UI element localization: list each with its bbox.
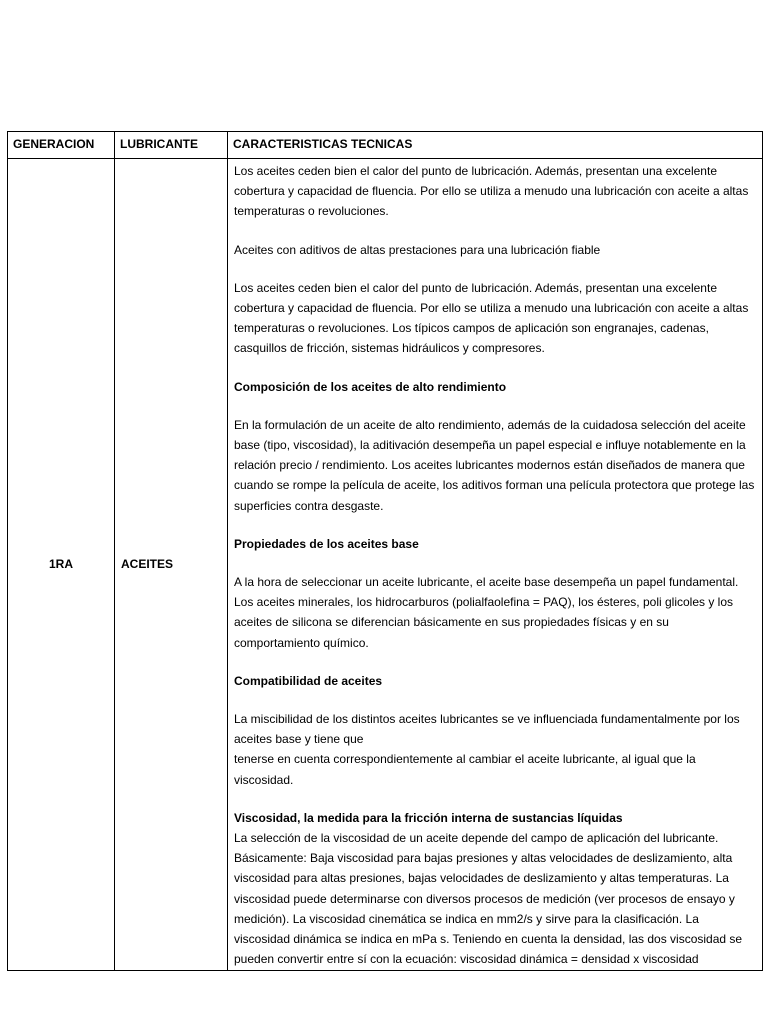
header-caracteristicas: [228, 132, 763, 159]
paragraph-heat-transfer: Los aceites ceden bien el calor del punto de lubricación. Además, presentan una excelente cobertura y capacidad de fluencia. Por ello se utiliza a menudo una lubricación con aceite a altas temperaturas o revoluciones.: [234, 164, 749, 219]
paragraph-viscosity: La selección de la viscosidad de un aceite depende del campo de aplicación del lubricante. Básicamente: Baja viscosidad para bajas presiones y altas velocidades de deslizamiento, alta viscosidad para altas presiones, bajas velocidades de deslizamiento y altas temperaturas. La viscosidad puede determinarse con diversos procesos de medición (ver procesos de ensayo y medición). La viscosidad cinemática se indica en mm2/s y sirve para la clasificación. La viscosidad dinámica se indica en mPa s. Teniendo en cuenta la densidad, las dos viscosidad se pueden convertir entre sí con la ecuación: viscosidad dinámica = densidad x viscosidad: [234, 831, 743, 967]
paragraph-compatibility-1: La miscibilidad de los distintos aceites lubricantes se ve influenciada fundamentalmente por los aceites base y tiene que: [234, 712, 740, 747]
paragraph-additives-intro: Aceites con aditivos de altas prestaciones para una lubricación fiable: [234, 242, 601, 257]
header-lubricante: [115, 132, 228, 159]
characteristics-cell: [228, 159, 763, 971]
lubricant-cell: ACEITES: [115, 159, 228, 971]
header-caracteristicas-label: CARACTERISTICAS TECNICAS: [233, 137, 413, 151]
paragraph-applications: Los aceites ceden bien el calor del punto de lubricación. Además, presentan una excelente cobertura y capacidad de fluencia. Por ello se utiliza a menudo una lubricación con aceite a altas temperaturas o revoluciones. Los típicos campos de aplicación son engranajes, cadenas, casquillos de fricción, sistemas hidráulicos y compresores.: [234, 280, 749, 356]
generation-cell: 1RA: [8, 159, 115, 971]
heading-viscosity: Viscosidad, la medida para la fricción interna de sustancias líquidas: [234, 810, 623, 825]
paragraph-compatibility-2: tenerse en cuenta correspondientemente al cambiar el aceite lubricante, al igual que la viscosidad.: [234, 752, 696, 787]
paragraph-composition: En la formulación de un aceite de alto rendimiento, además de la cuidadosa selección del aceite base (tipo, viscosidad), la aditivación desempeña un papel especial e influye notablemente en la relación precio / rendimiento. Los aceites lubricantes modernos están diseñados de manera que cuando se rompe la película de aceite, los aditivos forman una película protectora que protege las superficies contra desgaste.: [234, 417, 755, 513]
table-row: [8, 159, 763, 971]
heading-composition: Composición de los aceites de alto rendimiento: [234, 379, 507, 394]
table-header-row: [8, 132, 763, 159]
header-generacion: [8, 132, 115, 159]
heading-compatibility: Compatibilidad de aceites: [234, 673, 383, 688]
header-lubricante-label: LUBRICANTE: [120, 137, 198, 151]
heading-base-oil-properties: Propiedades de los aceites base: [234, 536, 419, 551]
paragraph-base-oil-properties: A la hora de seleccionar un aceite lubricante, el aceite base desempeña un papel fundamental. Los aceites minerales, los hidrocarburos (polialfaolefina = PAQ), los ésteres, poli glicoles y los aceites de silicona se diferencian básicamente en sus propiedades físicas y en su comportamiento químico.: [234, 575, 739, 650]
header-generacion-label: GENERACION: [13, 137, 95, 151]
lubricant-table: [7, 131, 763, 971]
